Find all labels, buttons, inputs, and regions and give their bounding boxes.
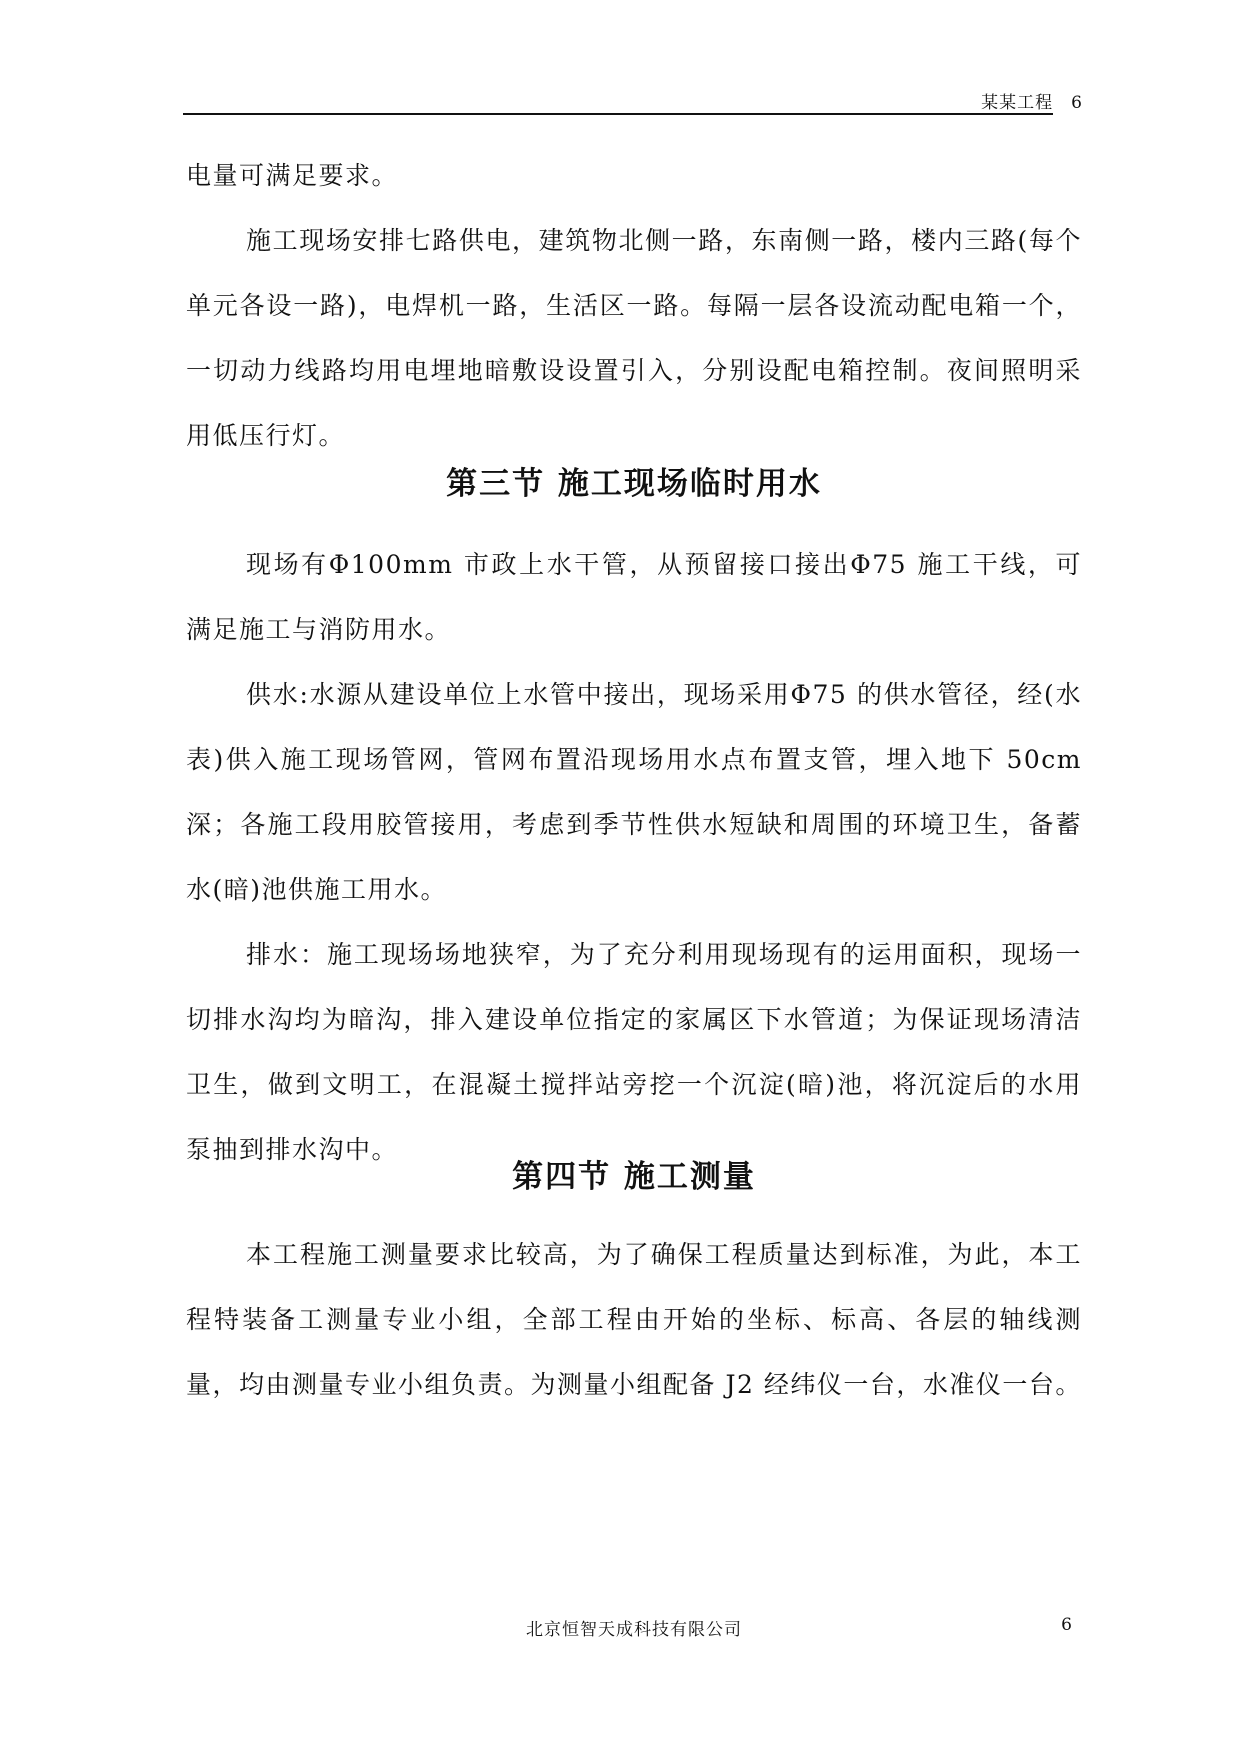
footer-page-number: 6 <box>1061 1615 1072 1635</box>
section-title-3: 第三节 施工现场临时用水 <box>446 466 822 502</box>
paragraph-continuation: 电量可满足要求。 <box>186 161 399 190</box>
page-footer <box>186 1615 1082 1639</box>
footer-company: 北京恒智天成科技有限公司 <box>526 1620 742 1640</box>
paragraph-power-supply: 施工现场安排七路供电，建筑物北侧一路，东南侧一路，楼内三路(每个单元各设一路)，电焊机一路，生活区一路。每隔一层各设流动配电箱一个，一切动力线路均用电埋地暗敷设设置引入，分别设配电箱控制。夜间照明采用低压行灯。 <box>186 226 1082 450</box>
section-title-4: 第四节 施工测量 <box>512 1159 756 1195</box>
paragraph-drainage: 排水：施工现场场地狭窄，为了充分利用现场现有的运用面积，现场一切排水沟均为暗沟，排入建设单位指定的家属区下水管道；为保证现场清洁卫生，做到文明工，在混凝土搅拌站旁挖一个沉淀(暗)池，将沉淀后的水用泵抽到排水沟中。 <box>186 940 1082 1164</box>
header-text <box>981 88 1083 113</box>
paragraph-survey: 本工程施工测量要求比较高，为了确保工程质量达到标准，为此，本工程特装备工测量专业小组，全部工程由开始的坐标、标高、各层的轴线测量，均由测量专业小组负责。为测量小组配备 J2 经纬仪一台，水准仪一台。 <box>186 1240 1082 1399</box>
body-block-1 <box>186 143 1082 468</box>
header-rule <box>183 113 1053 115</box>
body-block-2 <box>186 532 1082 1182</box>
header-page-number: 6 <box>1071 93 1083 113</box>
page-header <box>183 84 1083 112</box>
body-block-3 <box>186 1222 1082 1417</box>
header-title: 某某工程 <box>981 93 1054 113</box>
paragraph-water-main: 现场有Φ100mm 市政上水干管，从预留接口接出Φ75 施工干线，可满足施工与消防用水。 <box>186 550 1082 644</box>
paragraph-water-supply: 供水:水源从建设单位上水管中接出，现场采用Φ75 的供水管径，经(水表)供入施工现场管网，管网布置沿现场用水点布置支管，埋入地下 50cm 深；各施工段用胶管接用，考虑到季节性供水短缺和周围的环境卫生，备蓄水(暗)池供施工用水。 <box>186 680 1082 904</box>
